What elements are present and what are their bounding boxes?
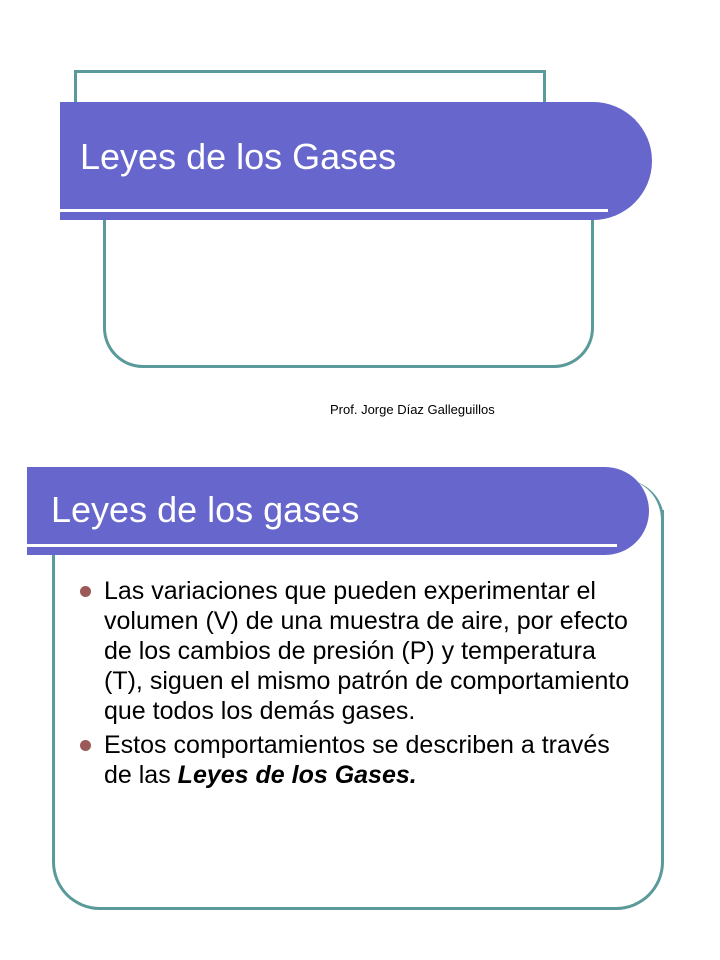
bullet-text: Estos comportamientos se describen a través de las xyxy=(104,731,610,789)
bullet-icon xyxy=(80,586,91,597)
slide-frame-body xyxy=(103,200,594,368)
content-slide xyxy=(0,440,720,940)
slide-title: Leyes de los Gases xyxy=(80,136,397,177)
title-slide xyxy=(0,0,720,440)
bullet-emphasis: Leyes de los Gases. xyxy=(177,761,417,789)
author-name: Prof. Jorge Díaz Galleguillos xyxy=(330,402,495,417)
banner-divider xyxy=(27,544,617,547)
slide-title: Leyes de los gases xyxy=(51,489,360,530)
title-banner xyxy=(60,102,652,220)
bullet-icon xyxy=(80,740,91,751)
bullet-list xyxy=(78,576,638,794)
banner-divider xyxy=(60,209,608,212)
bullet-text: Las variaciones que pueden experimentar el volumen (V) de una muestra de aire, por efecto de los cambios de presión (P) y temperatura (T), siguen el mismo patrón de comportamiento que todos los demás gases. xyxy=(104,577,630,725)
bullet-item xyxy=(78,730,638,790)
title-banner xyxy=(27,467,649,555)
bullet-item xyxy=(78,576,638,726)
